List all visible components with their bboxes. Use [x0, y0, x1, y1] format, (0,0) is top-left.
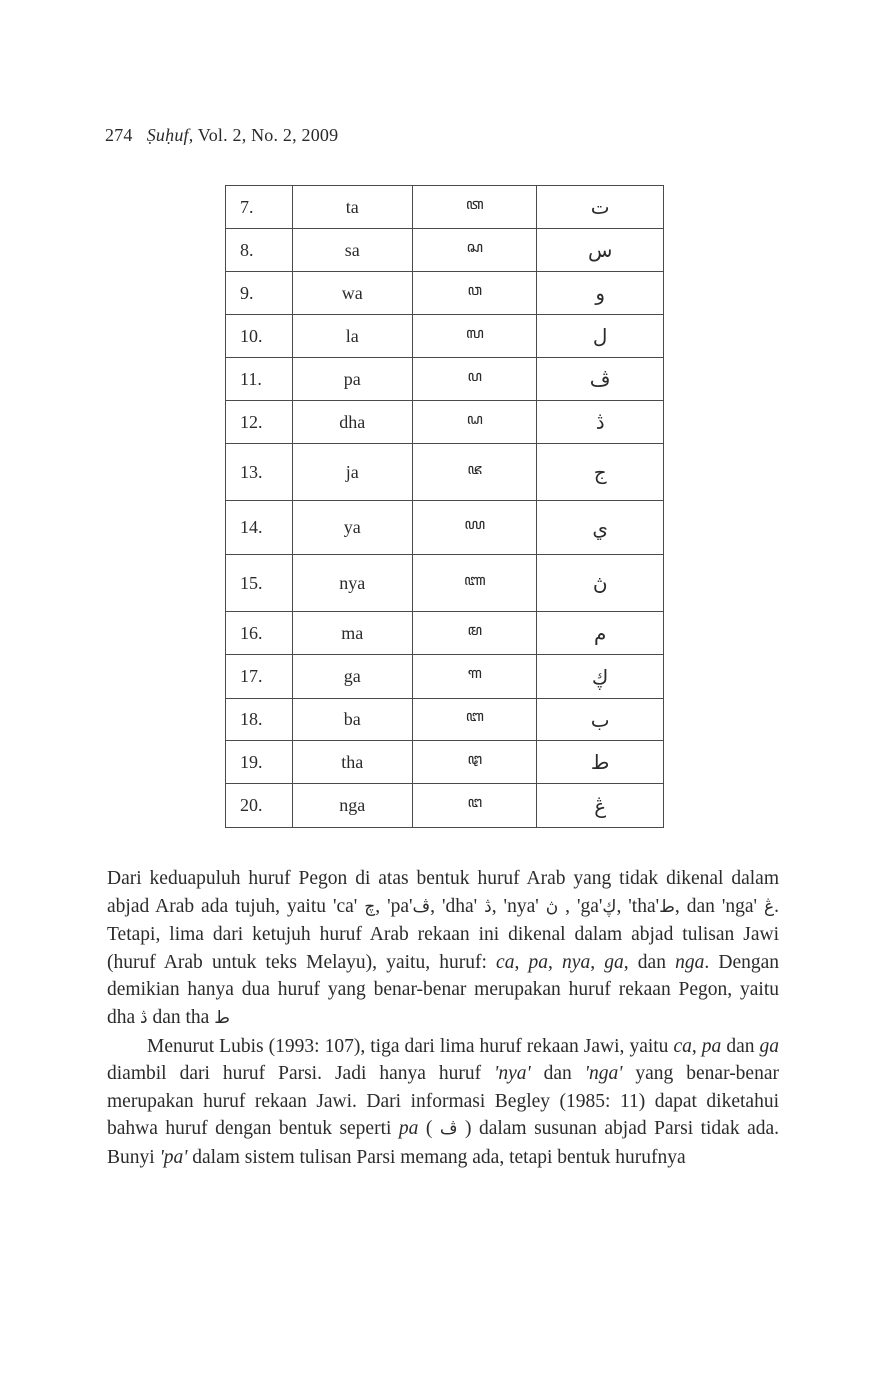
text-run: , 'dha': [430, 895, 485, 917]
body-text: [107, 865, 779, 1172]
latin-syllable: ga: [292, 655, 412, 699]
italic-term: ga: [759, 1035, 779, 1057]
paragraph-1: [107, 865, 779, 1033]
latin-syllable: nya: [292, 555, 412, 612]
arabic-pegon-glyph: ب: [537, 699, 664, 741]
latin-syllable: ya: [292, 501, 412, 555]
arabic-pegon-glyph: ڠ: [537, 784, 664, 828]
arabic-pegon-glyph: ڽ: [537, 555, 664, 612]
text-run: , 'ga': [558, 895, 603, 917]
row-number: 13.: [226, 444, 293, 501]
paragraph-2: [107, 1033, 779, 1172]
arabic-pegon-glyph: و: [537, 272, 664, 315]
javanese-glyph: ꦗ: [412, 444, 537, 501]
italic-term: ca: [673, 1035, 692, 1057]
arabic-pegon-glyph: ل: [537, 315, 664, 358]
italic-term: pa: [701, 1035, 722, 1057]
text-run: . Tetapi, lima dari ketujuh huruf Arab rekaan ini dikenal dalam abjad tulisan Jawi (huruf Arab untuk teks Melayu), yaitu, huruf:: [107, 895, 779, 973]
row-number: 18.: [226, 699, 293, 741]
text-run: , 'pa': [375, 895, 413, 917]
arabic-letter-tha: ط: [659, 896, 675, 917]
javanese-glyph: ꦠ: [412, 186, 537, 229]
row-number: 8.: [226, 229, 293, 272]
table-row: [226, 741, 664, 784]
javanese-glyph: ꦛ: [412, 741, 537, 784]
row-number: 17.: [226, 655, 293, 699]
arabic-pegon-glyph: م: [537, 612, 664, 655]
latin-syllable: pa: [292, 358, 412, 401]
row-number: 14.: [226, 501, 293, 555]
arabic-letter-pa: ڤ: [412, 896, 431, 917]
table-row: [226, 229, 664, 272]
latin-syllable: tha: [292, 741, 412, 784]
italic-term: 'pa': [159, 1146, 188, 1168]
javanese-glyph: ꦱ: [412, 229, 537, 272]
latin-syllable: wa: [292, 272, 412, 315]
javanese-glyph: ꦭ: [412, 315, 537, 358]
text-run: ) dalam susunan abjad Parsi tidak ada. Bunyi: [107, 1118, 779, 1168]
arabic-pegon-glyph: ڎ: [537, 401, 664, 444]
table-row: [226, 699, 664, 741]
row-number: 15.: [226, 555, 293, 612]
javanese-glyph: ꦝ: [412, 401, 537, 444]
italic-term: pa: [398, 1118, 419, 1140]
javanese-glyph: ꦧ: [412, 699, 537, 741]
arabic-pegon-glyph: ج: [537, 444, 664, 501]
latin-syllable: dha: [292, 401, 412, 444]
italic-term: nya: [562, 951, 591, 973]
row-number: 19.: [226, 741, 293, 784]
javanese-glyph: ꦥ: [412, 358, 537, 401]
latin-syllable: ba: [292, 699, 412, 741]
latin-syllable: ma: [292, 612, 412, 655]
arabic-letter-dha: ڎ: [140, 1007, 148, 1028]
text-run: dan: [721, 1035, 760, 1057]
row-number: 9.: [226, 272, 293, 315]
latin-syllable: sa: [292, 229, 412, 272]
table-row: [226, 655, 664, 699]
text-run: ,: [514, 951, 529, 973]
text-run: , dan: [623, 951, 676, 973]
table-row: [226, 186, 664, 229]
arabic-letter-nga: ڠ: [763, 896, 775, 917]
text-run: (: [418, 1118, 440, 1140]
table-row: [226, 401, 664, 444]
table-row: [226, 555, 664, 612]
text-run: Menurut Lubis (1993: 107), tiga dari lima huruf rekaan Jawi, yaitu: [147, 1035, 674, 1057]
journal-volume: , Vol. 2, No. 2, 2009: [188, 125, 339, 145]
javanese-glyph: ꦩ: [412, 612, 537, 655]
row-number: 11.: [226, 358, 293, 401]
arabic-letter-dha: ڎ: [484, 896, 492, 917]
text-run: diambil dari huruf Parsi. Jadi hanya huruf: [107, 1063, 495, 1085]
text-run: , 'nya': [491, 895, 546, 917]
italic-term: 'nya': [494, 1063, 531, 1085]
javanese-glyph: ꦚ: [412, 555, 537, 612]
latin-syllable: nga: [292, 784, 412, 828]
text-run: ,: [548, 951, 563, 973]
text-run: , 'tha': [616, 895, 660, 917]
text-run: ,: [590, 951, 605, 973]
text-run: dalam sistem tulisan Parsi memang ada, tetapi bentuk hurufnya: [187, 1146, 686, 1168]
table-row: [226, 315, 664, 358]
italic-term: nga: [675, 951, 705, 973]
table-row: [226, 444, 664, 501]
journal-title: Ṣuḥuf: [146, 125, 189, 145]
text-run: . Dengan demikian hanya dua huruf yang benar-benar merupakan huruf rekaan Pegon, yaitu dha: [107, 951, 780, 1028]
latin-syllable: la: [292, 315, 412, 358]
table-row: [226, 612, 664, 655]
text-run: dan tha: [147, 1006, 215, 1028]
latin-syllable: ta: [292, 186, 412, 229]
arabic-letter-tha: ط: [214, 1007, 230, 1028]
row-number: 16.: [226, 612, 293, 655]
latin-syllable: ja: [292, 444, 412, 501]
text-run: ,: [691, 1035, 702, 1057]
table-row: [226, 272, 664, 315]
italic-term: ca: [496, 951, 515, 973]
arabic-letter-ga: ڮ: [602, 896, 617, 917]
table-row: [226, 358, 664, 401]
text-run: dan: [530, 1063, 585, 1085]
arabic-pegon-glyph: ڤ: [537, 358, 664, 401]
arabic-pegon-glyph: ڮ: [537, 655, 664, 699]
javanese-glyph: ꦔ: [412, 784, 537, 828]
arabic-pegon-glyph: س: [537, 229, 664, 272]
arabic-letter-pa: ڤ: [439, 1119, 458, 1140]
arabic-pegon-glyph: ي: [537, 501, 664, 555]
italic-term: 'nga': [584, 1063, 623, 1085]
arabic-pegon-glyph: ت: [537, 186, 664, 229]
javanese-glyph: ꦮ: [412, 272, 537, 315]
arabic-letter-nya: ڽ: [545, 896, 559, 917]
arabic-letter-ca: چ: [364, 896, 376, 917]
javanese-glyph: ꦪ: [412, 501, 537, 555]
pegon-letter-table: [225, 185, 664, 828]
italic-term: pa: [528, 951, 548, 973]
italic-term: ga: [604, 951, 624, 973]
row-number: 12.: [226, 401, 293, 444]
running-header: [105, 125, 338, 146]
arabic-pegon-glyph: ط: [537, 741, 664, 784]
table-row: [226, 501, 664, 555]
text-run: , dan 'nga': [674, 895, 764, 917]
text-run: Dari keduapuluh huruf Pegon di atas bentuk huruf Arab yang tidak dikenal dalam abjad Arab ada tujuh, yaitu 'ca': [107, 868, 779, 917]
row-number: 7.: [226, 186, 293, 229]
page-number: 274: [105, 125, 133, 145]
table-row: [226, 784, 664, 828]
row-number: 20.: [226, 784, 293, 828]
javanese-glyph: ꦒ: [412, 655, 537, 699]
table-body: [226, 186, 664, 828]
text-run: yang benar-benar merupakan huruf rekaan Jawi. Dari informasi Begley (1985: 11) dapat diketahui bahwa huruf dengan bentuk seperti: [107, 1063, 779, 1140]
row-number: 10.: [226, 315, 293, 358]
